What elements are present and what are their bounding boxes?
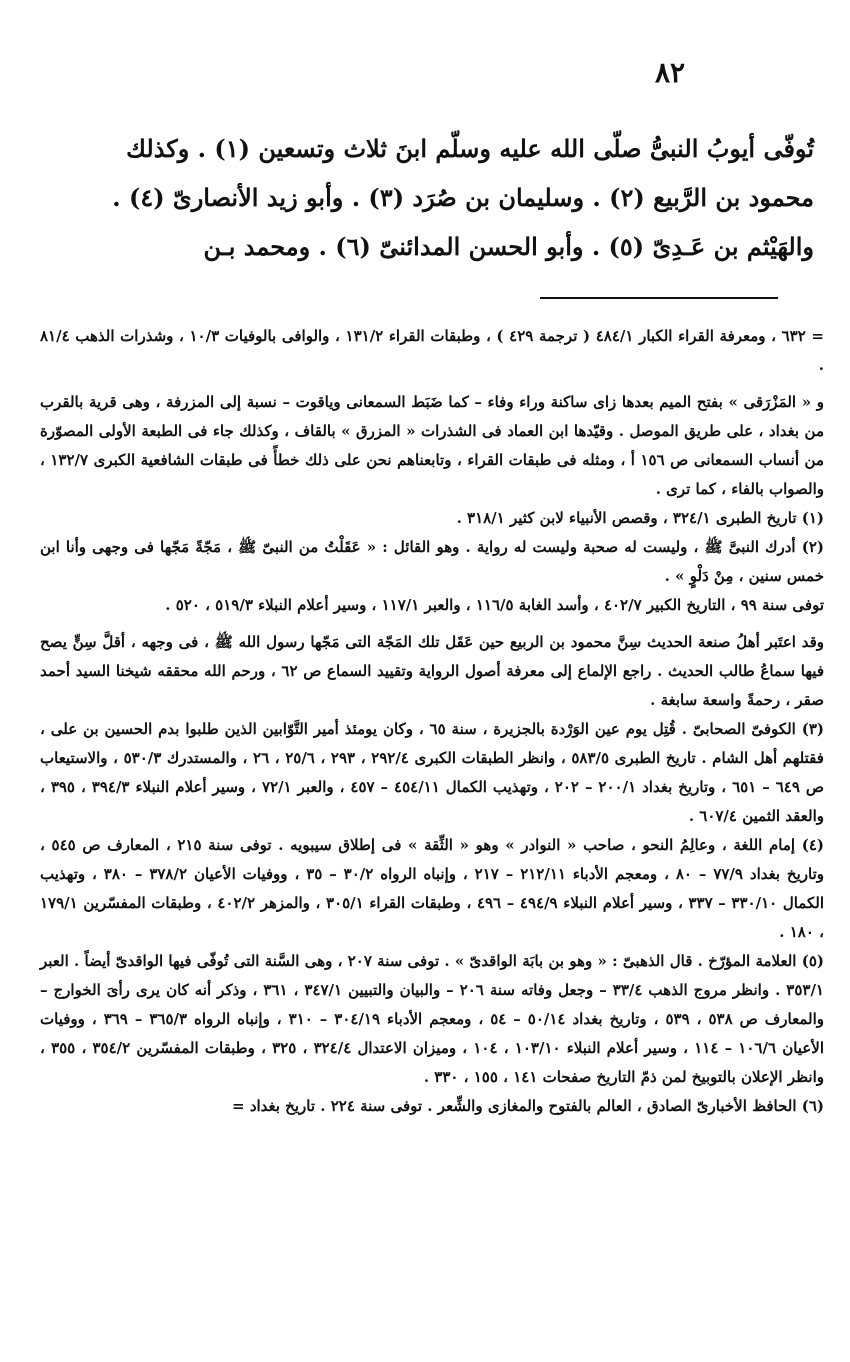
footnote-3: (٣) الكوفىّ الصحابىّ . قُتِل يوم عين الوَرْدة بالجزيرة ، سنة ٦٥ ، وكان يومئذ أمير التَّوّابين الذين طلبوا بدم الحسين بن على ، فقتلهم أهل الشام . تاريخ الطبرى ٥٨٣/٥ ، وانظر الطبقات الكبرى ٢٩٢/٤ ، ٢٩٣ ، ٢٥/٦ ، ٢٦ ، والمستدرك ٥٣٠/٣ ، والاستيعاب ص ٦٤٩ – ٦٥١ ، وتاريخ بغداد ٢٠٠/١ – ٢٠٢ ، وتهذيب الكمال ٤٥٤/١١ – ٤٥٧ ، والعبر ٧٢/١ ، وسير أعلام النبلاء ٣٩٤/٣ ، ٣٩٥ ، والعقد الثمين ٦٠٧/٤ .	[40, 720, 824, 825]
page-number: ٨٢	[654, 56, 686, 89]
footnote-6: (٦) الحافظ الأخبارىّ الصادق ، العالم بالفتوح والمغازى والشِّعر . توفى سنة ٢٢٤ . تاريخ بغداد =	[232, 1097, 824, 1115]
footnotes	[40, 322, 824, 1121]
footnote-4: (٤) إمام اللغة ، وعالِمُ النحو ، صاحب « النوادر » وهو « الثِّقة » فى إطلاق سيبويه . توفى سنة ٢١٥ ، المعارف ص ٥٤٥ ، وتاريخ بغداد ٧٧/٩ – ٨٠ ، ومعجم الأدباء ٢١٢/١١ – ٢١٧ ، وإنباه الرواه ٣٠/٢ – ٣٥ ، ووفيات الأعيان ٣٧٨/٢ – ٣٨٠ ، وتهذيب الكمال ٣٣٠/١٠ – ٣٣٧ ، وسير أعلام النبلاء ٤٩٤/٩ – ٤٩٦ ، وطبقات القراء ٣٠٥/١ ، والمزهر ٤٠٢/٢ ، وطبقات المفسّرين ١٧٩/١ ، ١٨٠ .	[40, 836, 825, 941]
footnote-divider	[540, 297, 778, 299]
footnote-continuation: = ٦٣٢ ، ومعرفة القراء الكبار ٤٨٤/١ ( ترجمة ٤٢٩ ) ، وطبقات القراء ١٣١/٢ ، والوافى بالوفيات ١٠/٣ ، وشذرات الذهب ٨١/٤ .	[40, 327, 824, 374]
footnote-1: (١) تاريخ الطبرى ٣٢٤/١ ، وقصص الأنبياء لابن كثير ٣١٨/١ .	[456, 509, 824, 527]
main-text	[40, 124, 814, 271]
main-text-line: تُوفّى أيوبُ النبىُّ صلّى الله عليه وسلّم ابنَ ثلاث وتسعين (١) . وكذلك	[126, 134, 814, 163]
footnote-note: و « المَزْرَقى » بفتح الميم بعدها زاى ساكنة وراء وفاء – كما ضَبَط السمعانى وياقوت – نسبة إلى المزرفة ، وهى قرية بالقرب من بغداد ، على طريق الموصل . وقيّدها ابن العماد فى الشذرات « المزرق » بالقاف ، وكذلك جاء فى الطبعة الأولى المصوّرة من أنساب السمعانى ص ١٥٦ أ ، ومثله فى طبقات القراء ، وتابعناهم نحن على ذلك خطأً فى طبقات الشافعية الكبرى ١٣٢/٧ ، والصواب بالفاء ، كما ترى .	[40, 393, 824, 498]
footnote-5: (٥) العلامة المؤرّخ . قال الذهبىّ : « وهو بن بابَة الواقدىّ » . توفى سنة ٢٠٧ ، وهى السَّنة التى تُوفّى فيها الواقدىّ أيضاً . العبر ٣٥٣/١ . وانظر مروج الذهب ٣٣/٤ – وجعل وفاته سنة ٢٠٦ – والبيان والتبيين ٣٤٧/١ ، ٣٦١ ، وذكر أنه كان يرى رأىَ الخوارج – والمعارف ص ٥٣٨ ، ٥٣٩ ، وتاريخ بغداد ٥٠/١٤ – ٥٤ ، ومعجم الأدباء ٣٠٤/١٩ – ٣١٠ ، وإنباه الرواه ٣٦٥/٣ – ٣٦٩ ، ووفيات الأعيان ١٠٦/٦ – ١١٤ ، وسير أعلام النبلاء ١٠٣/١٠ ، ١٠٤ ، وميزان الاعتدال ٣٢٤/٤ ، ٣٢٥ ، وطبقات المفسّرين ٣٥٤/٢ ، ٣٥٥ ، وانظر الإعلان بالتوبيخ لمن ذمّ التاريخ صفحات ١٤١ ، ١٥٥ ، ٣٣٠ .	[40, 952, 825, 1086]
footnote-2: (٢) أدرك النبىَّ ﷺ ، وليست له صحبة وليست له رواية . وهو القائل : « عَقَلْتُ من النبىّ ﷺ ، مَجّةً مَجّها فى وجهى وأنا ابن خمس سنين ، مِنْ دَلْوٍ » .	[40, 538, 824, 585]
main-text-line: والهَيْثم بن عَـدِىّ (٥) . وأبو الحسن المدائنىّ (٦) . ومحمد بـن	[203, 232, 814, 261]
main-text-line: محمود بن الرَّبيع (٢) . وسليمان بن صُرَد (٣) . وأبو زيد الأنصارىّ (٤) .	[112, 183, 814, 212]
footnote-2-comment: وقد اعتَبر أهلُ صنعة الحديث سِنَّ محمود بن الربيع حين عَقَل تلك المَجّة التى مَجّها رسول الله ﷺ ، فى وجهه ، أقلَّ سِنٍّ يصح فيها سماعُ طالب الحديث . راجع الإلماع إلى معرفة أصول الرواية وتقييد السماع ص ٦٢ ، ورحم الله محققه شيخنا السيد أحمد صقر ، رحمةً واسعة سابغة .	[40, 633, 824, 709]
footnote-2-sources: توفى سنة ٩٩ ، التاريخ الكبير ٤٠٢/٧ ، وأسد الغابة ١١٦/٥ ، والعبر ١١٧/١ ، وسير أعلام النبلاء ٥١٩/٣ ، ٥٢٠ .	[165, 596, 824, 614]
